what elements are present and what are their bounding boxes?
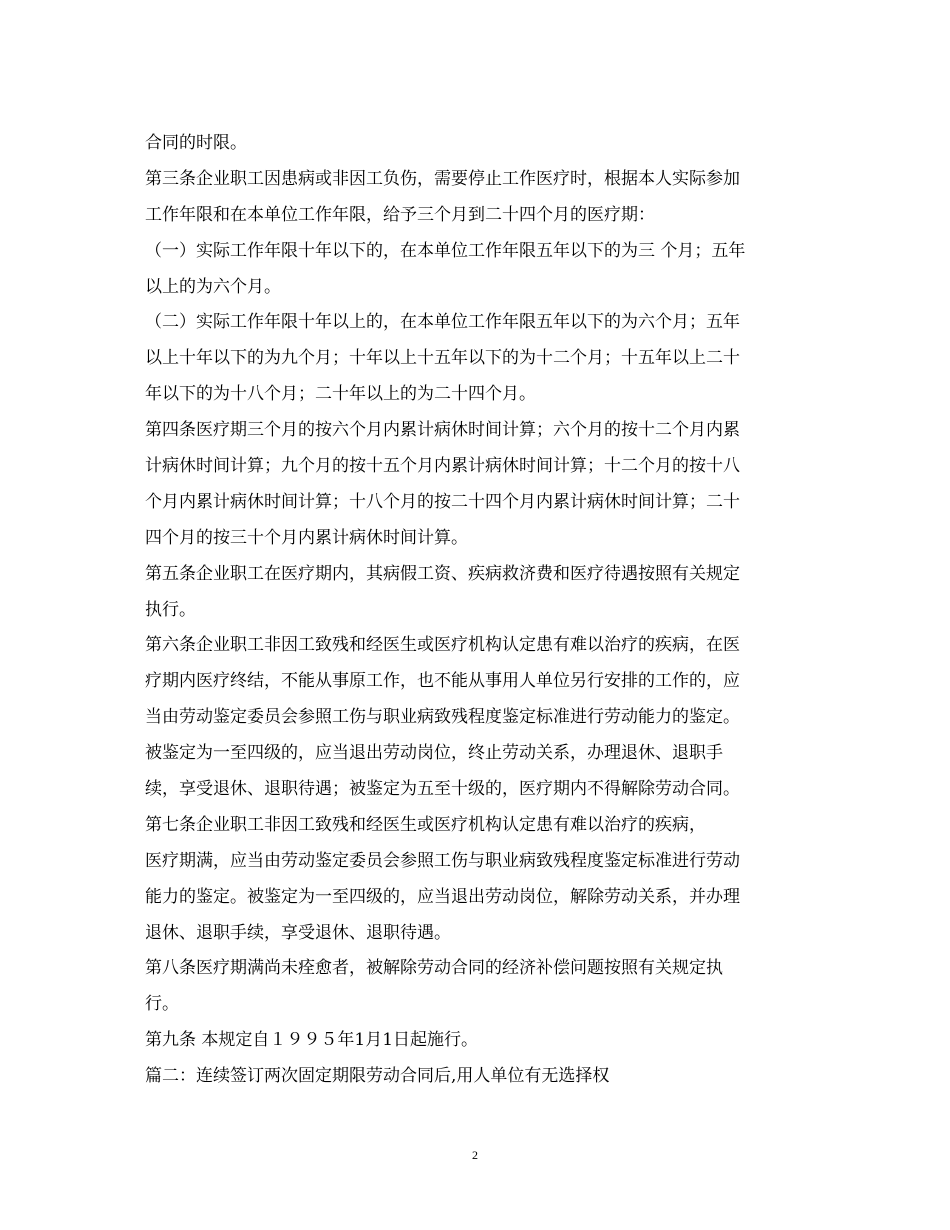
text-line: 第九条 本规定自１９９５年1月1日起施行。 — [145, 1030, 479, 1051]
text-line: 能力的鉴定。被鉴定为一至四级的，应当退出劳动岗位，解除劳动关系，并办理 — [145, 886, 740, 907]
text-line: 第三条企业职工因患病或非因工负伤，需要停止工作医疗时，根据本人实际参加 — [145, 168, 740, 189]
text-line: 执行。 — [145, 599, 196, 620]
text-line: 第七条企业职工非因工致残和经医生或医疗机构认定患有难以治疗的疾病， — [145, 814, 706, 835]
text-line: 医疗期满，应当由劳动鉴定委员会参照工伤与职业病致残程度鉴定标准进行劳动 — [145, 850, 740, 871]
text-line: 个月内累计病休时间计算；十八个月的按二十四个月内累计病休时间计算；二十 — [145, 491, 740, 512]
text-line: 第五条企业职工在医疗期内，其病假工资、疾病救济费和医疗待遇按照有关规定 — [145, 563, 740, 584]
text-line: 续，享受退休、退职待遇；被鉴定为五至十级的，医疗期内不得解除劳动合同。 — [145, 779, 740, 800]
text-line: 退休、退职手续，享受退休、退职待遇。 — [145, 922, 451, 943]
text-line: 工作年限和在本单位工作年限，给予三个月到二十四个月的医疗期： — [145, 204, 655, 225]
text-line: 第四条医疗期三个月的按六个月内累计病休时间计算；六个月的按十二个月内累 — [145, 420, 740, 441]
text-line: 四个月的按三十个月内累计病休时间计算。 — [145, 527, 468, 548]
text-line: （一）实际工作年限十年以下的，在本单位工作年限五年以下的为三 个月；五年 — [145, 240, 746, 261]
text-line: （二）实际工作年限十年以上的，在本单位工作年限五年以下的为六个月；五年 — [145, 312, 740, 333]
text-line: 以上十年以下的为九个月；十年以上十五年以下的为十二个月；十五年以上二十 — [145, 348, 740, 369]
text-line: 第八条医疗期满尚未痊愈者，被解除劳动合同的经济补偿问题按照有关规定执 — [145, 958, 723, 979]
text-line: 第六条企业职工非因工致残和经医生或医疗机构认定患有难以治疗的疾病，在医 — [145, 635, 740, 656]
text-line: 年以下的为十八个月；二十年以上的为二十四个月。 — [145, 384, 536, 405]
text-line: 合同的时限。 — [145, 133, 247, 153]
document-body — [145, 126, 811, 1095]
page-number: 2 — [472, 1148, 478, 1162]
text-line: 行。 — [145, 994, 179, 1015]
section-heading: 篇二：连续签订两次固定期限劳动合同后,用人单位有无选择权 — [145, 1066, 610, 1087]
text-line: 疗期内医疗终结，不能从事原工作，也不能从事用人单位另行安排的工作的，应 — [145, 671, 740, 692]
text-line: 以上的为六个月。 — [145, 276, 281, 297]
text-line: 计病休时间计算；九个月的按十五个月内累计病休时间计算；十二个月的按十八 — [145, 456, 740, 477]
text-line: 当由劳动鉴定委员会参照工伤与职业病致残程度鉴定标准进行劳动能力的鉴定。 — [145, 707, 740, 728]
text-line: 被鉴定为一至四级的，应当退出劳动岗位，终止劳动关系，办理退休、退职手 — [145, 743, 723, 764]
